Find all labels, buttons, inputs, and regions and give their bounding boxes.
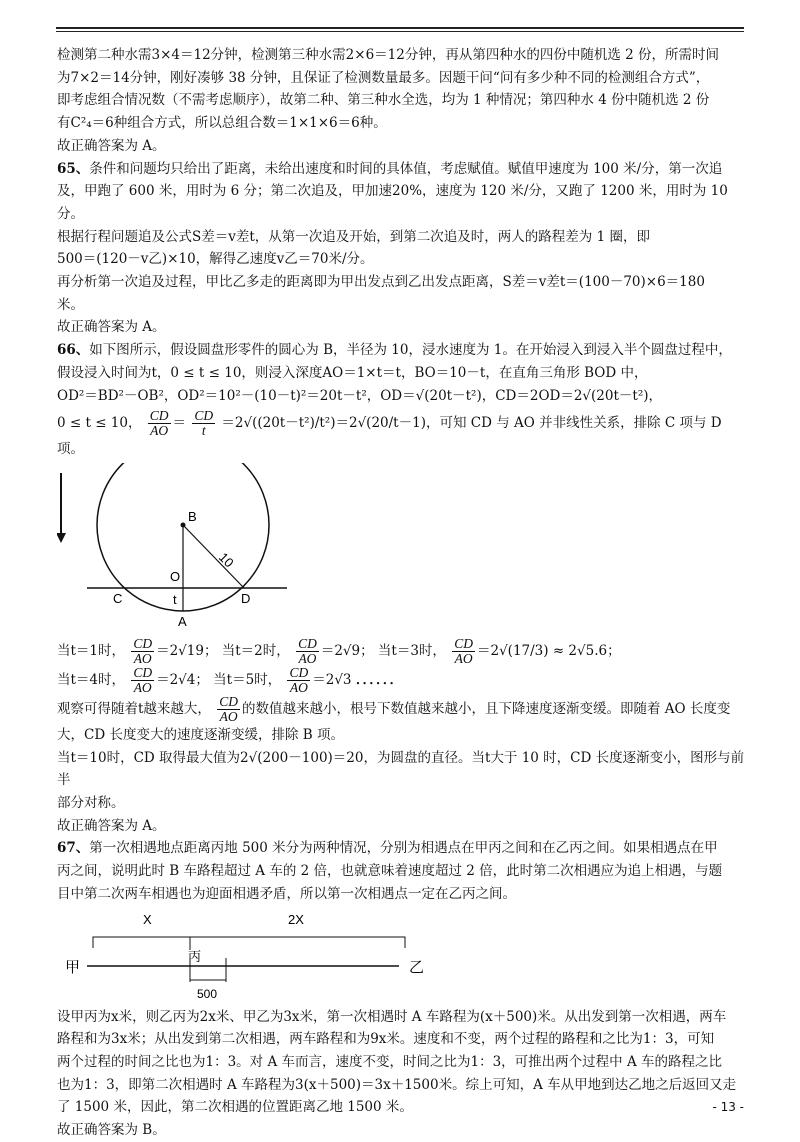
text-line: 500＝(120－v乙)×10，解得乙速度v乙＝70米/分。 xyxy=(57,251,374,268)
text-line: 丙之间，说明此时 B 车路程超过 A 车的 2 倍，也就意味着速度超过 2 倍，此时第二次相遇应为追上相遇，与题 xyxy=(57,863,723,880)
text-line: 有C²₄＝6种组合方式，所以总组合数＝1×1×6＝6种。 xyxy=(57,115,387,132)
label-x: X xyxy=(143,911,152,927)
fraction-numerator: CD xyxy=(133,635,153,651)
text-segment: ＝2√((20t－t²)/t²)＝2√(20/t－1)，可知 CD 与 AO 并非线性关系，排除 C 项与 D 项。 xyxy=(57,415,722,458)
fraction-denominator: t xyxy=(201,423,206,439)
page-content xyxy=(57,44,745,1142)
text-line: 设甲丙为x米，则乙丙为2x米、甲乙为3x米，第一次相遇时 A 车路程为(x＋500)米。从出发到第一次相遇，两车 xyxy=(57,1008,727,1025)
label-yi: 乙 xyxy=(409,957,425,976)
fraction-cd-ao xyxy=(452,637,475,666)
fraction-cd-ao xyxy=(131,666,154,695)
label-radius: 10 xyxy=(215,549,237,571)
text-line: 检测第二种水需3×4＝12分钟，检测第三种水需2×6＝12分钟，再从第四种水的四份中随机选 2 份，所需时间 xyxy=(57,47,720,63)
header-rule-thin xyxy=(56,31,744,32)
label-bing: 丙 xyxy=(188,949,202,965)
label-t: t xyxy=(173,591,177,607)
text-line: 当t＝10时，CD 取得最大值为2√(200－100)＝20，为圆盘的直径。当t大于 10 时，CD 长度逐渐变小，图形与前半 xyxy=(57,749,745,789)
text-segment: 当t＝5时， xyxy=(213,671,282,688)
text-line: 部分对称。 xyxy=(57,795,125,812)
fraction-numerator: CD xyxy=(194,408,214,424)
text-line: 也为1：3，即第二次相遇时 A 车路程为3(x＋500)＝3x＋1500米。综上可知，A 车从甲地到达乙地之后返回又走 xyxy=(57,1076,737,1093)
text-segment: 当t＝2时， xyxy=(221,642,290,659)
circle-diagram xyxy=(57,463,745,633)
question-67 xyxy=(57,837,745,860)
fraction-numerator: CD xyxy=(298,635,317,651)
bracket-top xyxy=(93,937,405,948)
fraction-denominator: AO xyxy=(150,423,169,439)
text-line: 假设浸入时间为t，0 ≤ t ≤ 10，则浸入深度AO＝1×t＝t，BO＝10－t，在直角三角形 BOD 中， xyxy=(57,364,648,381)
circle-figure xyxy=(57,463,745,633)
header-rule xyxy=(56,27,744,29)
distance-figure xyxy=(57,906,745,1006)
question-number: 65、 xyxy=(57,160,90,177)
fraction-cd-t xyxy=(192,409,215,438)
text-segment: 当t＝3时， xyxy=(377,642,446,659)
label-o: O xyxy=(170,568,181,584)
page-number: - 13 - xyxy=(712,1100,744,1114)
text-segment: 观察可得随着t越来越大， xyxy=(57,700,211,717)
text-segment: ＝2√19； xyxy=(156,642,218,659)
text-line: 第一次相遇地点距离丙地 500 米分为两种情况，分别为相遇点在甲丙之间和在乙丙之间。如果相遇点在甲 xyxy=(89,840,718,857)
label-c: C xyxy=(113,590,123,606)
text-line: 米。 xyxy=(57,296,84,313)
fraction-cd-ao xyxy=(148,409,171,438)
text-line: 了 1500 米，因此，第二次相遇的位置距离乙地 1500 米。 xyxy=(57,1099,413,1116)
center-point-b xyxy=(181,522,186,527)
fraction-numerator: CD xyxy=(133,664,153,680)
text-line: 即考虑组合情况数（不需考虑顺序），故第二种、第三种水全选，均为 1 种情况；第四种水 4 份中随机选 2 份 xyxy=(57,92,710,109)
value-row xyxy=(57,666,745,695)
text-line: 大，CD 长度变大的速度逐渐变缓，排除 B 项。 xyxy=(57,726,344,743)
fraction-denominator: AO xyxy=(133,679,152,695)
label-b: B xyxy=(188,508,197,524)
down-arrow-icon xyxy=(57,533,66,543)
fraction-denominator: AO xyxy=(454,650,473,666)
fraction-denominator: AO xyxy=(289,679,308,695)
answer-line: 故正确答案为 B。 xyxy=(57,1122,166,1139)
text-line: 如下图所示，假设圆盘形零件的圆心为 B，半径为 10，浸水速度为 1。在开始浸入到浸入半个圆盘过程中， xyxy=(89,342,732,359)
text-segment: 当t＝1时， xyxy=(57,642,126,659)
text-line: 及，甲跑了 600 米，用时为 6 分；第二次追及，甲加速20%，速度为 120 米/分，又跑了 1200 米，用时为 10 xyxy=(57,183,728,200)
fraction-numerator: CD xyxy=(454,635,473,651)
text-segment: 当t＝4时， xyxy=(57,671,126,688)
value-row xyxy=(57,637,745,666)
fraction-cd-ao xyxy=(287,666,310,695)
fraction-denominator: AO xyxy=(298,650,317,666)
formula-line: 0 ≤ t ≤ 10， $\frac{CD}{AO}$ ＝ $\frac{CD}{t}$ ＝2√((20t－t²)/t²)＝2√(20/t－1)，可知 CD 与 AO 并非线性关系，排除 C 项与 D 项。 xyxy=(57,408,722,458)
ellipsis-dots: ．．．．．． xyxy=(355,671,404,688)
fraction-numerator: CD xyxy=(289,664,309,680)
fraction-cd-ao xyxy=(296,637,319,666)
text-line: 两个过程的时间之比也为1：3。对 A 车而言，速度不变，时间之比为1：3，可推出两个过程中 A 车的路程之比 xyxy=(57,1053,723,1070)
answer-line: 故正确答案为 A。 xyxy=(57,319,166,336)
text-line: 路程和为3x米；从出发到第二次相遇，两车路程和为9x米。速度和不变，两个过程的路程和之比为1：3，可知 xyxy=(57,1031,715,1048)
text-line: 为7×2＝14分钟，刚好凑够 38 分钟，且保证了检测数量最多。因题干问“问有多少种不同的检测组合方式”， xyxy=(57,69,710,86)
text-segment: ＝2√3 xyxy=(312,671,352,688)
question-number: 66、 xyxy=(57,342,90,359)
text-line xyxy=(57,695,745,724)
label-2x: 2X xyxy=(288,911,304,927)
fraction-denominator: AO xyxy=(133,650,152,666)
text-line: 条件和问题均只给出了距离，未给出速度和时间的具体值，考虑赋值。赋值甲速度为 100 米/分，第一次追 xyxy=(89,160,723,177)
label-d: D xyxy=(241,590,251,606)
label-a: A xyxy=(178,613,187,629)
text-segment: ＝2√(17/3) ≈ 2√5.6； xyxy=(476,642,621,659)
question-65 xyxy=(57,158,745,181)
question-66 xyxy=(57,339,745,362)
answer-line: 故正确答案为 A。 xyxy=(57,817,166,834)
text-line: 目中第二次两车相遇也为迎面相遇矛盾，所以第一次相遇点一定在乙丙之间。 xyxy=(57,885,516,902)
label-jia: 甲 xyxy=(65,957,81,976)
text-segment: 0 ≤ t ≤ 10， xyxy=(57,415,142,432)
label-500: 500 xyxy=(197,986,218,1001)
text-line: 再分析第一次追及过程，甲比乙多走的距离即为甲出发点到乙出发点距离，S差＝v差t＝(100－70)×6＝180 xyxy=(57,274,705,291)
text-segment: ＝2√9； xyxy=(320,642,374,659)
text-line: 分。 xyxy=(57,205,84,222)
question-number: 67、 xyxy=(57,840,90,857)
text-line: 根据行程问题追及公式S差＝v差t，从第一次追及开始，到第二次追及时，两人的路程差为 1 圈，即 xyxy=(57,228,650,245)
fraction-numerator: CD xyxy=(219,693,238,709)
distance-diagram xyxy=(57,906,745,1006)
text-segment: 的数值越来越小，根号下数值越来越小，且下降速度逐渐变缓。即随着 AO 长度变 xyxy=(242,700,731,717)
fraction-denominator: AO xyxy=(219,708,238,724)
answer-line: 故正确答案为 A。 xyxy=(57,137,166,154)
text-segment: ＝2√4； xyxy=(156,671,209,688)
text-line: OD²＝BD²－OB²，OD²＝10²－(10－t)²＝20t－t²，OD＝√(20t－t²)，CD＝2OD＝2√(20t－t²)， xyxy=(57,387,663,404)
fraction-numerator: CD xyxy=(149,408,169,424)
fraction-cd-ao xyxy=(131,637,154,666)
fraction-cd-ao xyxy=(217,695,240,724)
